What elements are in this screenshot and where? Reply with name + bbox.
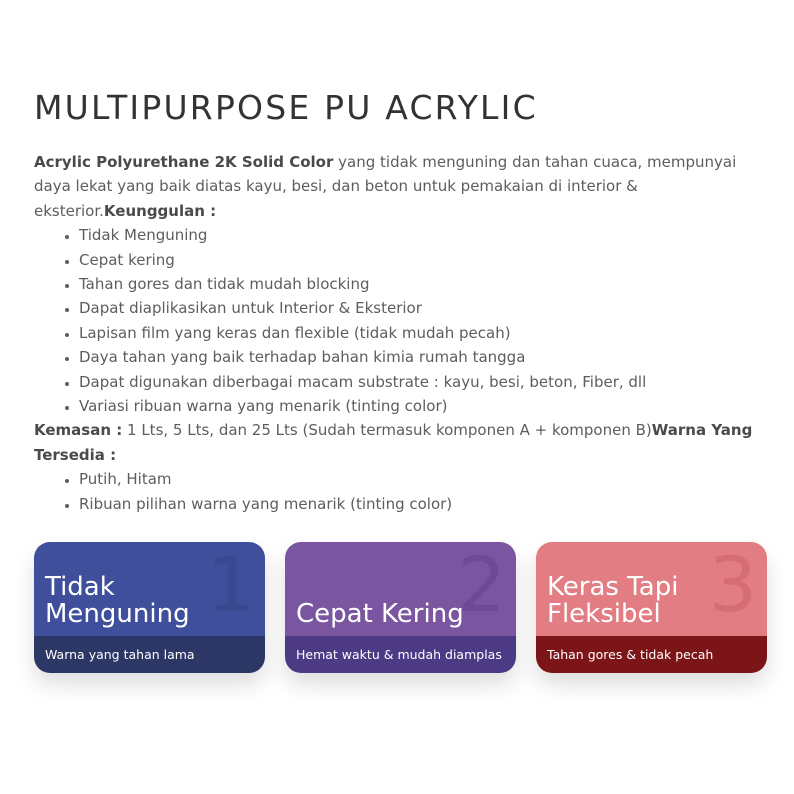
packaging-label: Kemasan : [34, 421, 123, 440]
card-footer [34, 636, 265, 673]
colors-heading: Warna Yang Tersedia : [34, 421, 753, 464]
product-description [34, 150, 769, 516]
product-desc: yang tidak menguning dan tahan cuaca, mempunyai daya lekat yang baik diatas kayu, besi, dan beton untuk pemakaian di interior & eksterior. [34, 153, 737, 220]
feature-card-tidak-menguning [34, 542, 265, 673]
advantage-item: • Daya tahan yang baik terhadap bahan kimia rumah tangga [79, 345, 769, 369]
packaging-text: 1 Lts, 5 Lts, dan 25 Lts (Sudah termasuk komponen A + komponen B) [122, 421, 652, 440]
card-number: 3 [708, 542, 757, 629]
advantage-item: • Tidak Menguning [79, 223, 769, 247]
card-number: 2 [457, 542, 506, 629]
advantage-item: • Dapat diaplikasikan untuk Interior & Eksterior [79, 296, 769, 320]
card-heading: Keras Tapi Fleksibel [547, 572, 679, 629]
card-subtext: Hemat waktu & mudah diamplas [296, 647, 502, 662]
card-subtext: Tahan gores & tidak pecah [547, 647, 714, 662]
colors-list [34, 467, 769, 516]
advantages-list [34, 223, 769, 418]
card-top [34, 542, 265, 636]
feature-cards [34, 542, 767, 673]
feature-card-keras-tapi-fleksibel [536, 542, 767, 673]
card-top [285, 542, 516, 636]
advantages-heading: Keunggulan : [103, 201, 217, 220]
feature-card-cepat-kering [285, 542, 516, 673]
advantage-item: • Tahan gores dan tidak mudah blocking [79, 272, 769, 296]
color-item: • Ribuan pilihan warna yang menarik (tinting color) [79, 492, 769, 516]
advantage-item: • Dapat digunakan diberbagai macam substrate : kayu, besi, beton, Fiber, dll [79, 370, 769, 394]
color-item: • Putih, Hitam [79, 467, 769, 491]
card-footer [285, 636, 516, 673]
card-number: 1 [206, 542, 255, 629]
page-title: MULTIPURPOSE PU ACRYLIC [34, 88, 538, 127]
card-heading: Tidak Menguning [45, 572, 190, 629]
card-heading: Cepat Kering [296, 599, 464, 629]
card-top [536, 542, 767, 636]
product-name: Acrylic Polyurethane 2K Solid Color [34, 153, 334, 171]
card-footer [536, 636, 767, 673]
advantage-item: • Lapisan film yang keras dan flexible (tidak mudah pecah) [79, 321, 769, 345]
advantage-item: • Cepat kering [79, 248, 769, 272]
advantage-item: • Variasi ribuan warna yang menarik (tinting color) [79, 394, 769, 418]
card-subtext: Warna yang tahan lama [45, 647, 195, 662]
